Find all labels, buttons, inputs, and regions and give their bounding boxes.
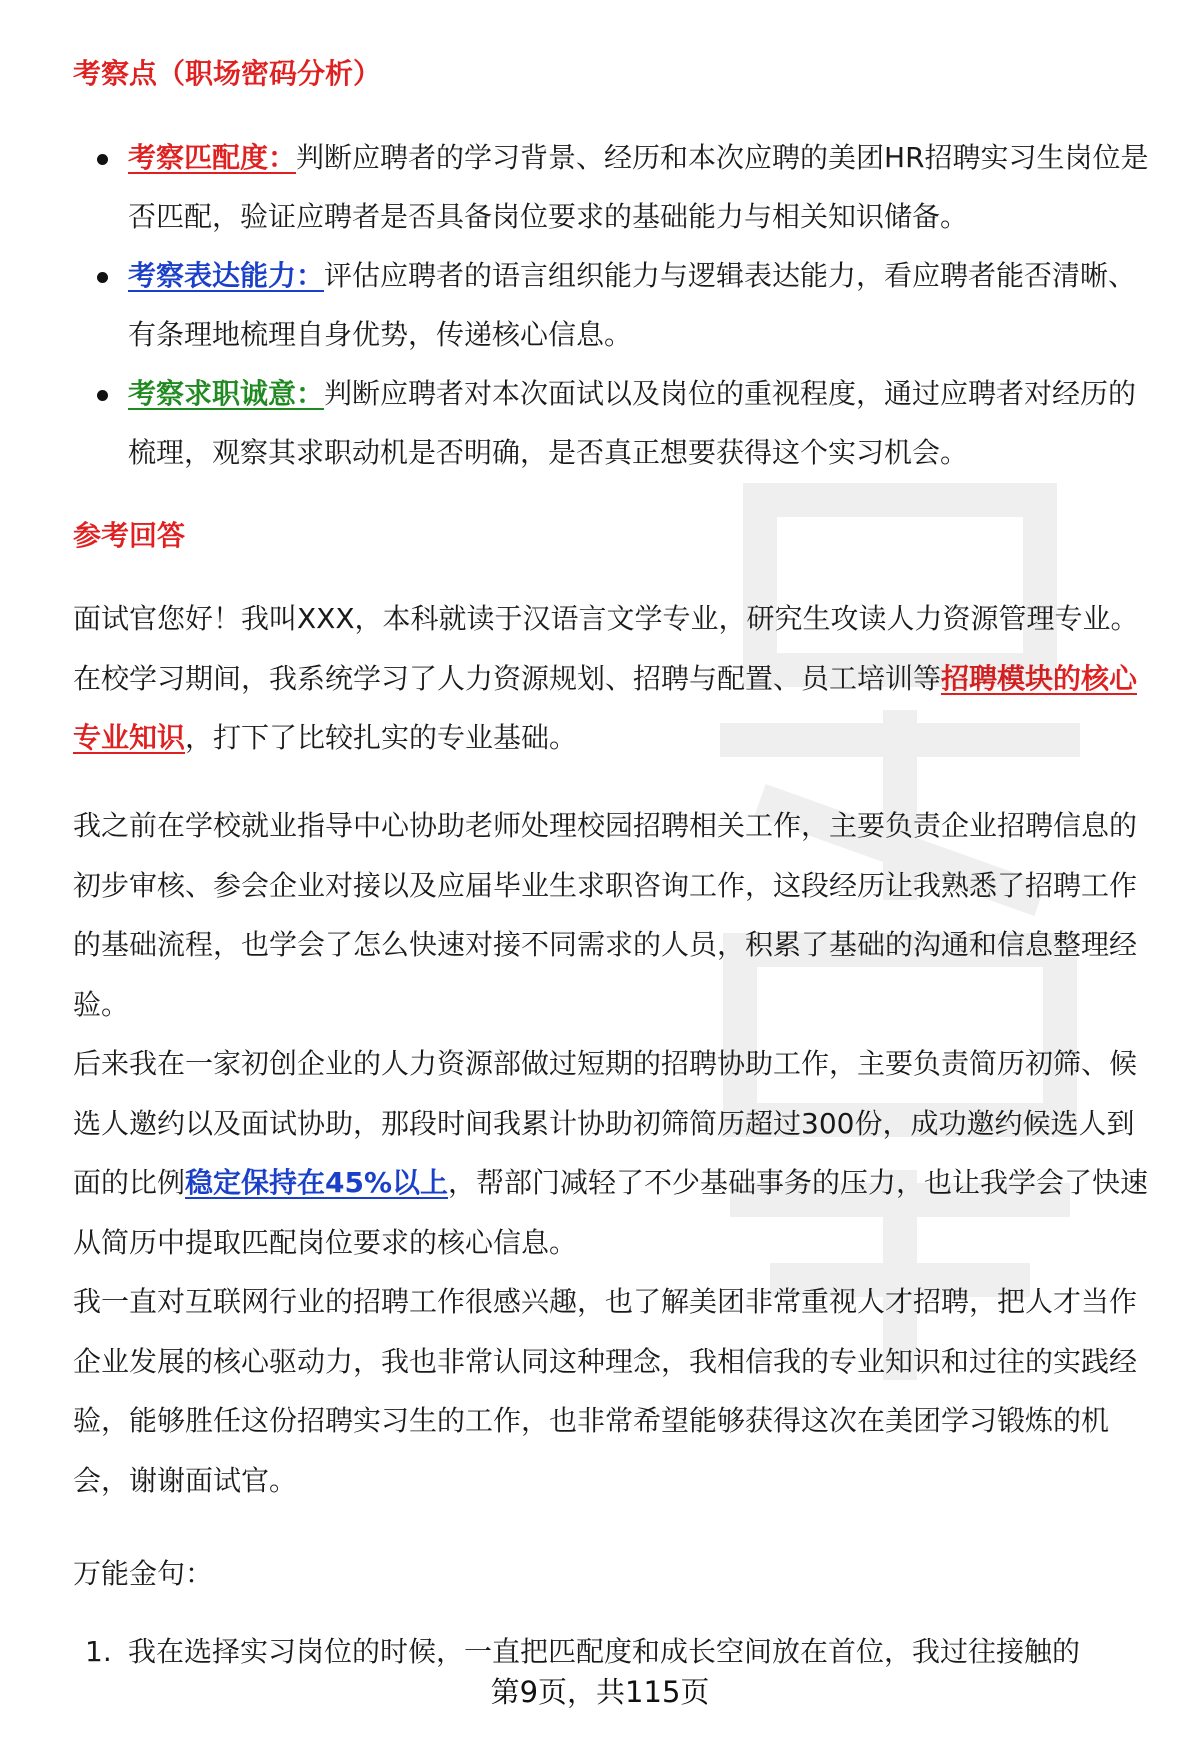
exam-point-keyword: 考察匹配度： [128,141,297,174]
exam-point-text: 评估应聘者的语言组织能力与逻辑表达能力，看应聘者能否清晰、有条理地梳理自身优势，传递核心信息。 [128,259,1137,351]
golden-sentence-text: 我在选择实习岗位的时候，一直把匹配度和成长空间放在首位，我过往接触的 [128,1635,1081,1668]
golden-sentences-title: 万能金句： [73,1557,214,1590]
page-footer: 第9页，共115页 [490,1675,710,1709]
answer-paragraph-3 [73,1034,1153,1272]
exam-point-text: 判断应聘者对本次面试以及岗位的重视程度，通过应聘者对经历的梳理，观察其求职动机是否明确，是否真正想要获得这个实习机会。 [128,377,1137,469]
answer-text: ，帮部门减轻了不少基础事务的压力，也让我学会了快速从简历中提取匹配岗位要求的核心信息。 [73,1166,1149,1259]
bullet-icon [97,154,108,165]
exam-point-keyword: 考察求职诚意： [128,377,325,410]
answer-highlight: 招聘模块的核心专业知识 [73,661,1138,754]
answer-paragraph-2: 我之前在学校就业指导中心协助老师处理校园招聘相关工作，主要负责企业招聘信息的初步审核、参会企业对接以及应届毕业生求职咨询工作，这段经历让我熟悉了招聘工作的基础流程，也学会了怎么快速对接不同需求的人员，积累了基础的沟通和信息整理经验。 [73,809,1138,1021]
bullet-icon [97,272,108,283]
answer-paragraph-1 [73,589,1153,768]
answer-text: ，打下了比较扎实的专业基础。 [185,721,578,754]
list-number: 1. [85,1635,112,1668]
answer-text: 面试官您好！我叫XXX，本科就读于汉语言文学专业，研究生攻读人力资源管理专业。在校学习期间，我系统学习了人力资源规划、招聘与配置、员工培训等 [73,602,1139,695]
exam-point-text: 判断应聘者的学习背景、经历和本次应聘的美团HR招聘实习生岗位是否匹配，验证应聘者是否具备岗位要求的基础能力与相关知识储备。 [128,141,1149,233]
exam-points-title: 考察点（职场密码分析） [73,57,382,90]
bullet-icon [97,390,108,401]
list-item [0,246,1200,364]
answer-highlight: 稳定保持在45%以上 [185,1166,449,1199]
exam-points-list [0,128,1200,482]
exam-point-keyword: 考察表达能力： [128,259,325,292]
answer-text: 后来我在一家初创企业的人力资源部做过短期的招聘协助工作，主要负责简历初筛、候选人邀约以及面试协助，那段时间我累计协助初筛简历超过300份，成功邀约候选人到面的比例 [73,1047,1138,1199]
answer-paragraph-4: 我一直对互联网行业的招聘工作很感兴趣，也了解美团非常重视人才招聘，把人才当作企业发展的核心驱动力，我也非常认同这种理念，我相信我的专业知识和过往的实践经验，能够胜任这份招聘实习生的工作，也非常希望能够获得这次在美团学习锻炼的机会，谢谢面试官。 [73,1285,1138,1497]
reference-answer-title: 参考回答 [73,519,186,552]
list-item [0,364,1200,482]
list-item [0,128,1200,246]
